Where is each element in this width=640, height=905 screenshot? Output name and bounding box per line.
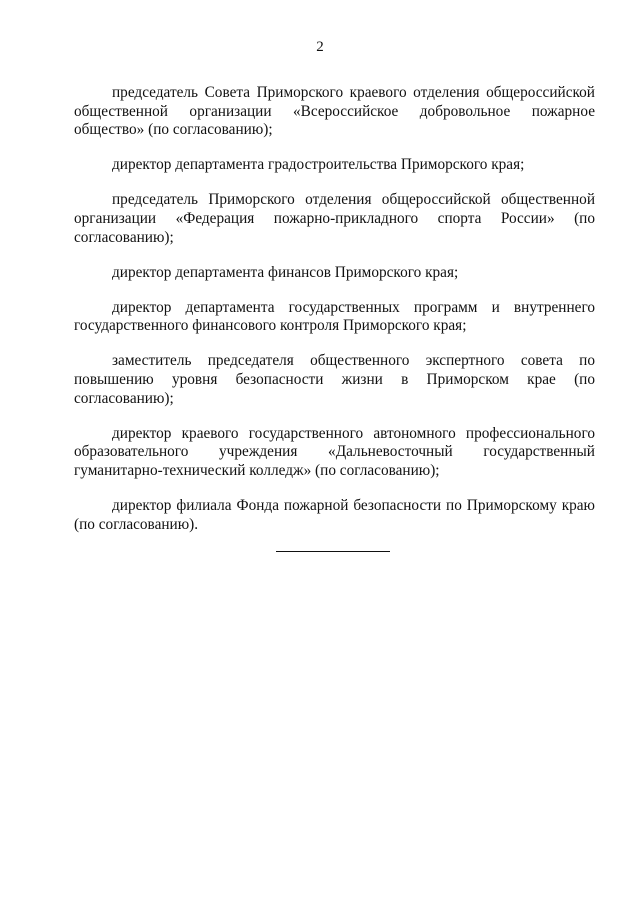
page-number: 2 (316, 39, 324, 55)
list-item: директор департамента градостроительства Приморского края; (112, 156, 525, 174)
document-body (74, 84, 595, 534)
list-item: председатель Приморского отделения общероссийской общественной организации «Федерация пожарно-прикладного спорта России» (по согласованию); (74, 191, 595, 246)
closing-separator-line (276, 551, 390, 552)
list-item: заместитель председателя общественного экспертного совета по повышению уровня безопасности жизни в Приморском крае (по согласованию); (74, 352, 595, 407)
list-item: директор краевого государственного автономного профессионального образовательного учреждения «Дальневосточный государственный гуманитарно-технический колледж» (по согласованию); (74, 424, 595, 479)
list-item: председатель Совета Приморского краевого отделения общероссийской общественной организации «Всероссийское добровольное пожарное общество» (по согласованию); (74, 84, 595, 139)
list-item: директор филиала Фонда пожарной безопасности по Приморскому краю (по согласованию). (74, 497, 595, 533)
list-item: директор департамента финансов Приморского края; (112, 263, 459, 281)
list-item: директор департамента государственных программ и внутреннего государственного финансового контроля Приморского края; (74, 298, 595, 335)
